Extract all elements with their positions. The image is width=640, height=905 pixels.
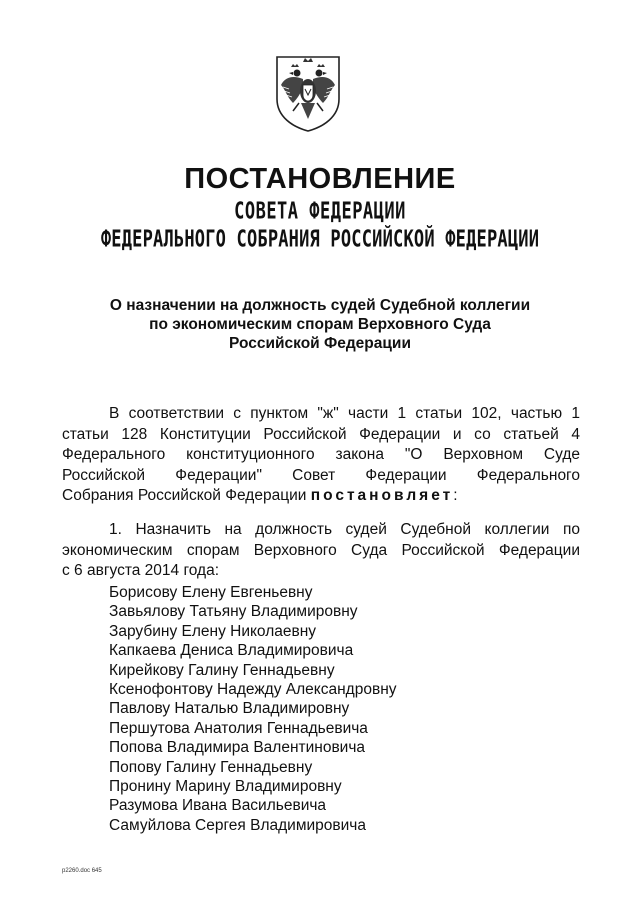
preamble-line: статьи 128 Конституции Российской Федерации и со статьей 4 [62, 425, 580, 443]
appointee-name: Пронину Марину Владимировну [109, 778, 342, 796]
preamble-line: Федерального конституционного закона "О Верховном Суде [62, 446, 580, 463]
subject-line: О назначении на должность судей Судебной коллегии [109, 297, 531, 314]
appointee-name: Павлову Наталью Владимировну [109, 700, 350, 718]
preamble-line: В соответствии с пунктом "ж" части 1 статьи 102, частью 1 [109, 405, 580, 422]
double-headed-eagle-emblem-icon [273, 53, 343, 133]
appointee-name: Кирейкову Галину Геннадьевну [109, 661, 335, 679]
appointee-name: Зарубину Елену Николаевну [109, 622, 317, 640]
preamble-line-start: Собрания Российской Федерации [62, 487, 311, 504]
appointee-name: Борисову Елену Евгеньевну [109, 584, 313, 601]
appointee-name: Капкаева Дениса Владимировича [109, 642, 354, 660]
document-subtitle-council: СОВЕТА ФЕДЕРАЦИИ [234, 198, 406, 225]
clause-line: 1. Назначить на должность судей Судебной коллегии по [109, 521, 580, 538]
preamble-line: Российской Федерации" Совет Федерации Федерального [62, 466, 580, 484]
subject-line: Российской Федерации [229, 335, 411, 352]
preamble-paragraph [62, 404, 580, 507]
appointee-name: Першутова Анатолия Геннадьевича [109, 719, 368, 737]
appointee-list [109, 583, 397, 835]
appointee-name: Попова Владимира Валентиновича [109, 739, 366, 757]
subject-line: по экономическим спорам Верховного Суда [149, 316, 491, 333]
preamble-line-end: : [453, 487, 458, 504]
appointee-name: Ксенофонтову Надежду Александровну [109, 681, 397, 699]
document-title: ПОСТАНОВЛЕНИЕ [184, 163, 456, 195]
document-file-reference: р2260.doc 645 [62, 868, 102, 874]
clause-1-paragraph [62, 520, 580, 582]
appointee-name: Разумова Ивана Васильевича [109, 797, 327, 815]
document-subtitle-assembly: ФЕДЕРАЛЬНОГО СОБРАНИЯ РОССИЙСКОЙ ФЕДЕРАЦИИ [100, 226, 540, 253]
clause-line: экономическим спорам Верховного Суда Российской Федерации [62, 541, 580, 559]
appointee-name: Самуйлова Сергея Владимировича [109, 816, 366, 834]
appointee-name: Попову Галину Геннадьевну [109, 758, 313, 776]
resolves-keyword: постановляет [310, 487, 454, 504]
document-subject [0, 296, 640, 353]
preamble-line [62, 486, 580, 507]
appointee-name: Завьялову Татьяну Владимировну [109, 603, 358, 621]
clause-line: с 6 августа 2014 года: [62, 562, 220, 579]
